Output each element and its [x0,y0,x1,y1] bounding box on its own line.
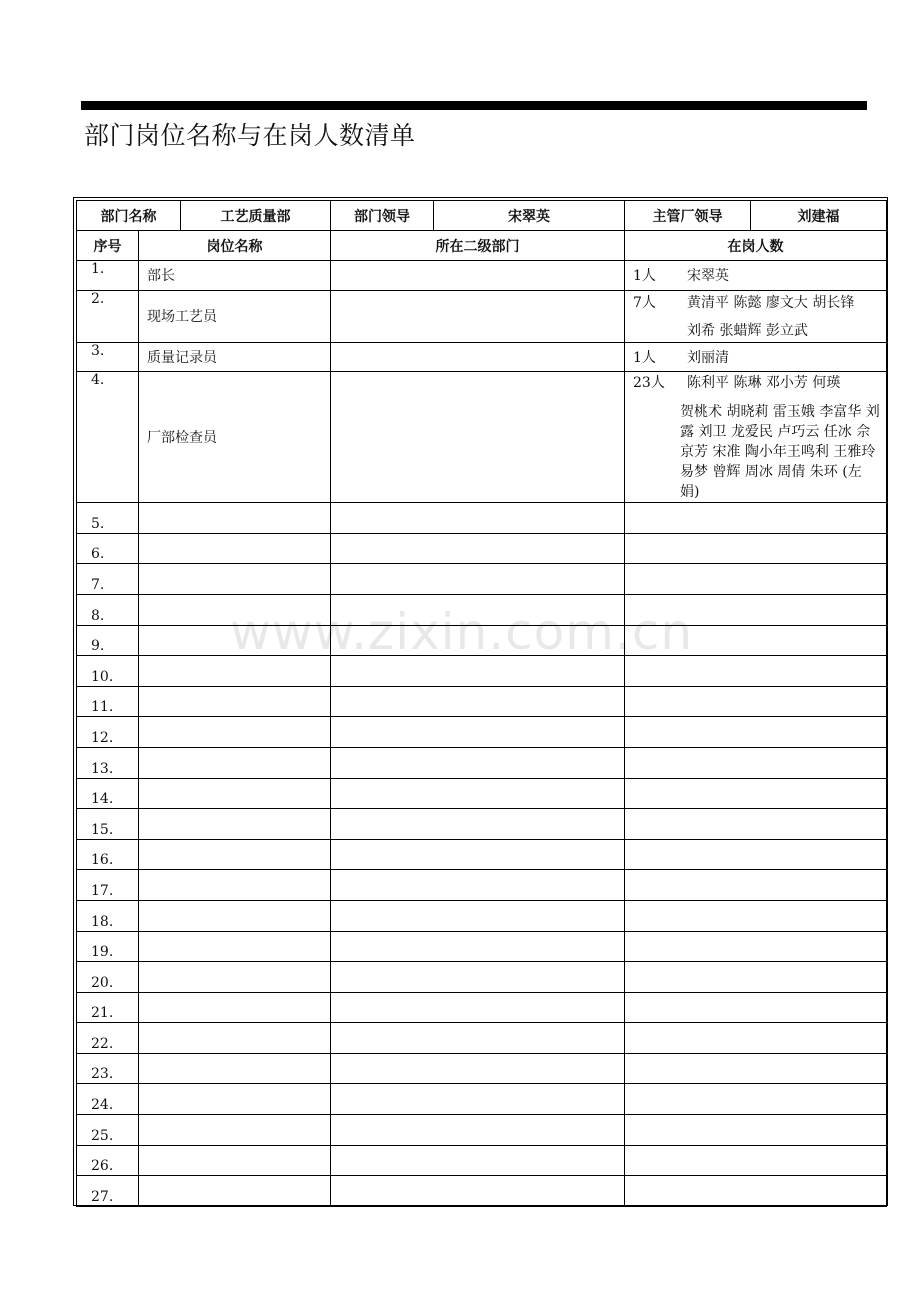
watermark: www.zixin.com.cn [230,603,694,661]
row-position [139,747,331,778]
row-count-cell [625,656,887,687]
row-index: 17. [77,870,139,901]
row-count-cell [625,1176,887,1207]
row-subdept [331,594,625,625]
row-count-cell [625,870,887,901]
row-count-cell [625,372,887,503]
row-count: 1人 [633,268,656,285]
table-row [77,261,887,291]
row-count-cell [625,290,887,342]
factory-leader-label: 主管厂领导 [625,201,751,231]
row-names: 宋翠英 [687,268,729,285]
row-position [139,778,331,809]
row-index: 8. [77,594,139,625]
col-subdept-header: 所在二级部门 [331,231,625,261]
table-row [77,870,887,901]
table-row [77,625,887,656]
dept-name-label: 部门名称 [77,201,181,231]
column-header-row [77,231,887,261]
row-names: 黄清平 陈懿 廖文大 胡长锋 [687,295,855,312]
row-position [139,870,331,901]
row-count-cell [625,533,887,564]
row-subdept [331,809,625,840]
row-position [139,686,331,717]
row-count-cell [625,342,887,372]
row-subdept [331,625,625,656]
row-position [139,931,331,962]
row-count-cell [625,1023,887,1054]
dept-name-value: 工艺质量部 [181,201,331,231]
row-index: 27. [77,1176,139,1207]
row-position [139,992,331,1023]
row-subdept [331,1176,625,1207]
header-row [77,201,887,231]
row-count: 1人 [633,349,656,366]
table-row [77,533,887,564]
row-index: 20. [77,962,139,993]
row-subdept [331,656,625,687]
table-row [77,1176,887,1207]
table-row [77,900,887,931]
row-count-cell [625,931,887,962]
table-row [77,778,887,809]
table-row [77,1084,887,1115]
row-position [139,809,331,840]
row-index: 4. [77,372,139,503]
table-row [77,717,887,748]
row-index: 21. [77,992,139,1023]
row-index: 13. [77,747,139,778]
row-count-cell [625,594,887,625]
row-count-cell [625,809,887,840]
row-subdept [331,1145,625,1176]
row-names: 刘丽清 [687,349,729,366]
row-count-cell [625,625,887,656]
row-position [139,656,331,687]
table-row [77,503,887,534]
table-row [77,564,887,595]
row-subdept [331,533,625,564]
row-position [139,594,331,625]
row-count-cell [625,1115,887,1146]
row-subdept [331,503,625,534]
row-count-cell [625,747,887,778]
row-index: 6. [77,533,139,564]
row-subdept [331,686,625,717]
position-table [76,200,887,1207]
row-subdept [331,1023,625,1054]
row-index: 19. [77,931,139,962]
row-count-cell [625,686,887,717]
table-row [77,656,887,687]
row-position [139,564,331,595]
table-row [77,342,887,372]
row-index: 26. [77,1145,139,1176]
row-position: 部长 [139,261,331,291]
row-count-cell [625,717,887,748]
factory-leader-value: 刘建福 [751,201,887,231]
row-position [139,900,331,931]
row-subdept [331,564,625,595]
row-subdept [331,1115,625,1146]
row-position [139,625,331,656]
row-position [139,503,331,534]
row-position [139,717,331,748]
row-index: 14. [77,778,139,809]
row-subdept [331,717,625,748]
row-index: 9. [77,625,139,656]
row-index: 23. [77,1053,139,1084]
table-row [77,686,887,717]
table-row [77,372,887,503]
row-subdept [331,900,625,931]
row-subdept [331,778,625,809]
table-row [77,1053,887,1084]
row-subdept [331,870,625,901]
col-count-header: 在岗人数 [625,231,887,261]
row-position [139,839,331,870]
row-count-cell [625,564,887,595]
table-row [77,290,887,342]
col-index-header: 序号 [77,231,139,261]
row-index: 22. [77,1023,139,1054]
row-index: 25. [77,1115,139,1146]
row-names-continued: 贺桃术 胡晓莉 雷玉娥 李富华 刘露 刘卫 龙爱民 卢巧云 任冰 佘京芳 宋准 陶小年王鸣利 王雅玲 易梦 曾辉 周冰 周倩 朱环 (左娟) [680,404,880,501]
table-row [77,747,887,778]
row-subdept [331,962,625,993]
row-position [139,1115,331,1146]
row-position [139,1145,331,1176]
row-position: 现场工艺员 [139,290,331,342]
row-names-continued: 刘希 张蜡辉 彭立武 [687,323,808,340]
row-subdept [331,931,625,962]
row-position [139,1084,331,1115]
col-position-header: 岗位名称 [139,231,331,261]
row-subdept [331,1084,625,1115]
row-count-cell [625,1084,887,1115]
dept-leader-value: 宋翠英 [434,201,625,231]
top-rule [81,101,867,110]
table-row [77,839,887,870]
row-subdept [331,1053,625,1084]
row-index: 10. [77,656,139,687]
row-index: 16. [77,839,139,870]
row-subdept [331,342,625,372]
table-row [77,1023,887,1054]
page-title: 部门岗位名称与在岗人数清单 [84,121,416,150]
row-position [139,1176,331,1207]
table-row [77,992,887,1023]
row-index: 1. [77,261,139,291]
row-position [139,1023,331,1054]
row-subdept [331,261,625,291]
row-count-cell [625,962,887,993]
table-row [77,1115,887,1146]
row-index: 5. [77,503,139,534]
table-row [77,931,887,962]
row-index: 12. [77,717,139,748]
row-position [139,962,331,993]
row-subdept [331,747,625,778]
table-row [77,1145,887,1176]
table-row [77,809,887,840]
row-count-cell [625,992,887,1023]
row-count-cell [625,778,887,809]
row-count-cell [625,1053,887,1084]
row-index: 24. [77,1084,139,1115]
table-row [77,594,887,625]
row-names: 陈利平 陈琳 邓小芳 何瑛 [687,375,841,392]
row-count-cell [625,900,887,931]
row-position: 厂部检查员 [139,372,331,503]
row-subdept [331,372,625,503]
row-count-cell [625,1145,887,1176]
row-count: 7人 [633,295,656,312]
row-count: 23人 [633,375,665,392]
row-index: 18. [77,900,139,931]
table-row [77,962,887,993]
row-count-cell [625,261,887,291]
row-subdept [331,992,625,1023]
row-count-cell [625,839,887,870]
row-position [139,533,331,564]
row-index: 7. [77,564,139,595]
row-count-cell [625,503,887,534]
row-index: 3. [77,342,139,372]
row-index: 2. [77,290,139,342]
row-position [139,1053,331,1084]
row-index: 11. [77,686,139,717]
dept-leader-label: 部门领导 [331,201,434,231]
row-index: 15. [77,809,139,840]
row-position: 质量记录员 [139,342,331,372]
row-subdept [331,290,625,342]
row-subdept [331,839,625,870]
